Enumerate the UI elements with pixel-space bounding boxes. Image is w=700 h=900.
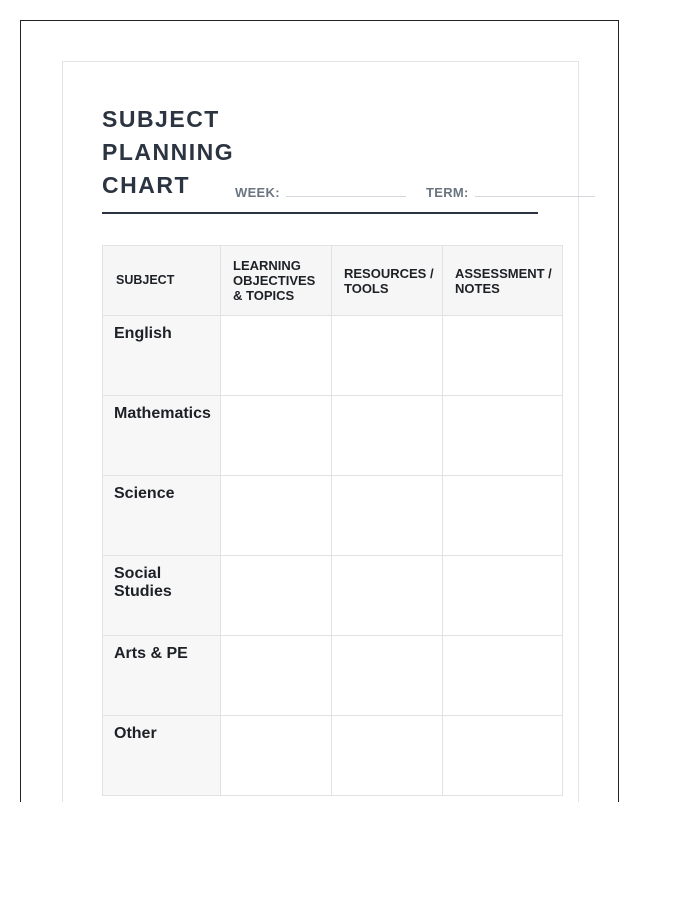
week-label: WEEK: [235, 185, 280, 200]
subject-cell: Mathematics [103, 396, 221, 476]
objectives-cell[interactable] [221, 716, 332, 796]
assessment-cell[interactable] [443, 316, 563, 396]
column-header-subject: SUBJECT [103, 246, 221, 316]
term-field[interactable] [475, 196, 595, 197]
subject-cell: Science [103, 476, 221, 556]
week-field[interactable] [286, 196, 406, 197]
planning-table [102, 245, 563, 796]
objectives-cell[interactable] [221, 316, 332, 396]
assessment-cell[interactable] [443, 396, 563, 476]
term-label: TERM: [426, 185, 469, 200]
subject-cell: Social Studies [103, 556, 221, 636]
objectives-cell[interactable] [221, 636, 332, 716]
resources-cell[interactable] [332, 636, 443, 716]
objectives-cell[interactable] [221, 556, 332, 636]
table-row [103, 316, 563, 396]
table-row [103, 636, 563, 716]
title-line: PLANNING [102, 139, 235, 165]
resources-cell[interactable] [332, 476, 443, 556]
subject-cell: English [103, 316, 221, 396]
table-row [103, 556, 563, 636]
resources-cell[interactable] [332, 316, 443, 396]
title-line: SUBJECT [102, 106, 220, 132]
table-header-row [103, 246, 563, 316]
title-line: CHART [102, 172, 190, 198]
column-header-objectives: LEARNING OBJECTIVES & TOPICS [221, 246, 332, 316]
table-row [103, 476, 563, 556]
assessment-cell[interactable] [443, 716, 563, 796]
resources-cell[interactable] [332, 556, 443, 636]
table-row [103, 396, 563, 476]
resources-cell[interactable] [332, 396, 443, 476]
resources-cell[interactable] [332, 716, 443, 796]
subject-cell: Other [103, 716, 221, 796]
column-header-assessment: ASSESSMENT / NOTES [443, 246, 563, 316]
document-title [102, 103, 234, 202]
title-divider [102, 212, 538, 214]
assessment-cell[interactable] [443, 636, 563, 716]
subject-cell: Arts & PE [103, 636, 221, 716]
assessment-cell[interactable] [443, 476, 563, 556]
table-row [103, 716, 563, 796]
assessment-cell[interactable] [443, 556, 563, 636]
objectives-cell[interactable] [221, 396, 332, 476]
objectives-cell[interactable] [221, 476, 332, 556]
column-header-resources: RESOURCES / TOOLS [332, 246, 443, 316]
